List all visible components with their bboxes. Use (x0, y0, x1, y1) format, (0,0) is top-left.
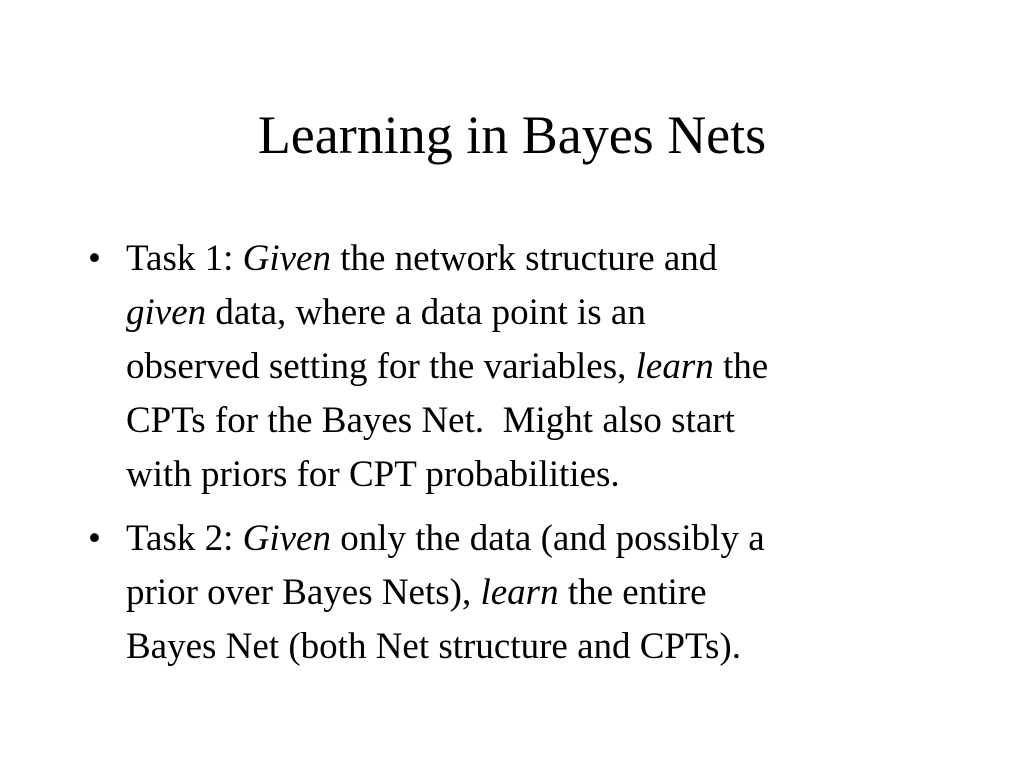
text-run-italic: given (126, 292, 207, 333)
bullet-line (126, 286, 948, 340)
bullet-line (126, 448, 948, 502)
text-run: Task 2: (126, 518, 243, 559)
bullet-line (126, 232, 948, 286)
bullet-line (126, 512, 948, 566)
text-run: data, where a data point is an (206, 292, 646, 333)
text-run-italic: learn (480, 572, 559, 613)
text-run: the network structure and (330, 238, 718, 279)
text-run-italic: learn (635, 346, 714, 387)
bullet-line (126, 620, 948, 674)
text-run: Task 1: (126, 238, 243, 279)
text-run: observed setting for the variables, (126, 346, 636, 387)
text-run: Bayes Net (both Net structure and CPTs). (126, 626, 741, 667)
text-run: prior over Bayes Nets), (126, 572, 481, 613)
bullet-line (126, 394, 948, 448)
bullet-line (126, 340, 948, 394)
bullet-line (126, 566, 948, 620)
text-run: with priors for CPT probabilities. (126, 454, 620, 495)
text-run-italic: Given (242, 518, 331, 559)
bullet-task-2 (88, 512, 948, 674)
text-run: CPTs for the Bayes Net. Might also start (126, 400, 735, 441)
bullet-icon: • (88, 238, 101, 279)
bullet-task-1 (88, 232, 948, 502)
bullet-list (88, 232, 948, 684)
bullet-icon: • (88, 518, 101, 559)
text-run: the entire (558, 572, 707, 613)
slide-title: Learning in Bayes Nets (257, 105, 767, 165)
text-run: the (713, 346, 769, 387)
text-run-italic: Given (242, 238, 331, 279)
text-run: only the data (and possibly a (330, 518, 765, 559)
